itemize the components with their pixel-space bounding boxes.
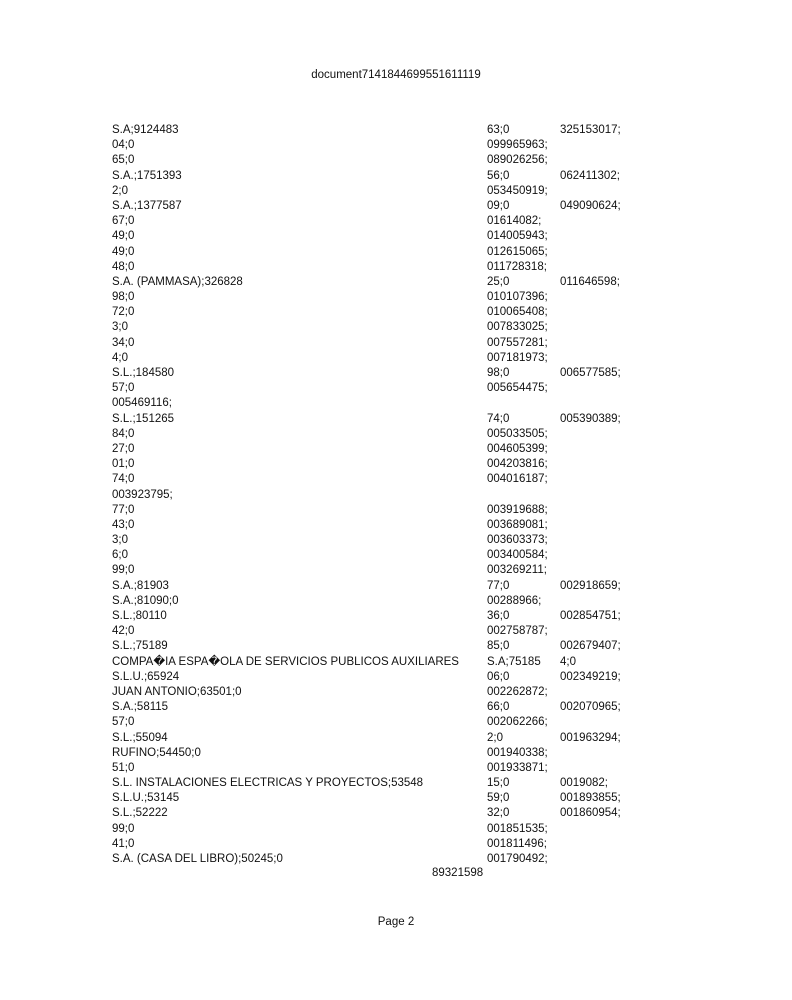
cell-c1: 57;0 bbox=[112, 382, 135, 395]
cell-c2: 36;0 bbox=[487, 610, 510, 622]
data-row bbox=[0, 412, 792, 427]
cell-c1: S.A.;81903 bbox=[112, 579, 169, 592]
data-row bbox=[0, 351, 792, 366]
cell-c3: 002679407; bbox=[560, 640, 621, 653]
data-row bbox=[0, 320, 792, 335]
data-row bbox=[0, 153, 792, 168]
cell-c2: 003919688; bbox=[487, 503, 548, 516]
data-row bbox=[0, 715, 792, 730]
cell-c1: S.L.U.;53145 bbox=[112, 792, 180, 805]
cell-c2: 66;0 bbox=[487, 701, 510, 714]
cell-c2: 001851535; bbox=[487, 822, 548, 835]
cell-c2: 053450919; bbox=[487, 184, 548, 197]
data-row bbox=[0, 822, 792, 837]
cell-c1: S.L.;184580 bbox=[112, 367, 175, 379]
cell-c1: 98;0 bbox=[112, 291, 135, 304]
data-row bbox=[0, 579, 792, 594]
cell-c1: S.L.;55094 bbox=[112, 731, 168, 744]
data-row bbox=[0, 685, 792, 700]
data-row bbox=[0, 655, 792, 670]
cell-c1: 6;0 bbox=[112, 549, 128, 562]
cell-c2: 004605399; bbox=[487, 442, 548, 455]
cell-c1: 003923795; bbox=[112, 488, 173, 501]
cell-c1: 04;0 bbox=[112, 139, 135, 152]
cell-c1: 77;0 bbox=[112, 503, 135, 516]
cell-c3: 001860954; bbox=[560, 807, 621, 820]
cell-c1: 34;0 bbox=[112, 336, 135, 349]
cell-c2: 003689081; bbox=[487, 518, 548, 531]
cell-c1: 42;0 bbox=[112, 625, 135, 638]
data-row bbox=[0, 700, 792, 715]
cell-c1: S.L.;151265 bbox=[112, 412, 175, 425]
cell-c1: 99;0 bbox=[112, 564, 135, 577]
data-row bbox=[0, 624, 792, 639]
data-row bbox=[0, 138, 792, 153]
cell-c3: 011646598; bbox=[560, 275, 620, 288]
cell-c1: S.L. INSTALACIONES ELECTRICAS Y PROYECTOS;53548 bbox=[112, 777, 424, 790]
cell-c2: 85;0 bbox=[487, 640, 510, 653]
data-row bbox=[0, 123, 792, 138]
data-row bbox=[0, 533, 792, 548]
cell-c1: S.A.;58115 bbox=[112, 701, 169, 714]
cell-c1: 01;0 bbox=[112, 458, 135, 471]
cell-c2: 001940338; bbox=[487, 746, 548, 759]
cell-c2: 15;0 bbox=[487, 777, 510, 790]
data-row bbox=[0, 609, 792, 624]
data-row bbox=[0, 199, 792, 214]
data-row bbox=[0, 639, 792, 654]
data-row bbox=[0, 776, 792, 791]
cell-c2: 74;0 bbox=[487, 412, 510, 425]
data-row bbox=[0, 457, 792, 472]
page-number: Page 2 bbox=[377, 916, 415, 928]
cell-c2: 004203816; bbox=[487, 458, 548, 471]
cell-c2: 09;0 bbox=[487, 199, 510, 212]
cell-c2: 2;0 bbox=[487, 731, 503, 744]
cell-c2: 77;0 bbox=[487, 579, 510, 592]
cell-c2: 010107396; bbox=[487, 291, 548, 304]
data-row bbox=[0, 548, 792, 563]
cell-c1: S.L.;80110 bbox=[112, 610, 167, 622]
data-row bbox=[0, 442, 792, 457]
cell-c1: S.A.;81090;0 bbox=[112, 594, 179, 607]
cell-c1: COMPA�IA ESPA�OLA DE SERVICIOS PUBLICOS AUXILIARES bbox=[112, 655, 459, 668]
cell-c3: 002070965; bbox=[560, 701, 621, 714]
cell-c2: 004016187; bbox=[487, 473, 548, 486]
cell-c1: 67;0 bbox=[112, 215, 135, 228]
data-row bbox=[0, 563, 792, 578]
data-row bbox=[0, 184, 792, 199]
cell-c1: 51;0 bbox=[112, 761, 135, 774]
cell-c2: 007181973; bbox=[487, 351, 548, 364]
data-row bbox=[0, 336, 792, 351]
cell-c2: 001811496; bbox=[487, 837, 547, 850]
cell-c2: 005033505; bbox=[487, 427, 548, 440]
data-row bbox=[0, 366, 792, 381]
cell-c1: 74;0 bbox=[112, 473, 135, 486]
cell-c2: 002062266; bbox=[487, 716, 548, 729]
cell-c1: 48;0 bbox=[112, 260, 135, 273]
cell-c2: 007557281; bbox=[487, 336, 548, 349]
cell-c2: 002262872; bbox=[487, 685, 548, 698]
cell-c2: S.A;75185 bbox=[487, 655, 541, 668]
cell-c1: S.A. (PAMMASA);326828 bbox=[112, 275, 243, 288]
cell-c2: 011728318; bbox=[487, 260, 547, 273]
cell-c1: 005469116; bbox=[112, 397, 172, 410]
cell-c1: 3;0 bbox=[112, 534, 128, 547]
cell-c1: S.L.;75189 bbox=[112, 640, 168, 653]
data-row bbox=[0, 670, 792, 685]
cell-c2: 007833025; bbox=[487, 321, 548, 334]
cell-c1: 43;0 bbox=[112, 518, 135, 531]
cell-c3: 049090624; bbox=[560, 199, 621, 212]
data-row bbox=[0, 260, 792, 275]
data-row bbox=[0, 396, 792, 411]
cell-c1: 84;0 bbox=[112, 427, 135, 440]
cell-c1: 3;0 bbox=[112, 321, 128, 334]
cell-c1: 27;0 bbox=[112, 442, 135, 455]
data-row bbox=[0, 852, 792, 867]
cell-c2: 010065408; bbox=[487, 306, 548, 319]
cell-c2: 00288966; bbox=[487, 594, 542, 607]
cell-c3: 0019082; bbox=[560, 777, 608, 790]
cell-c2: 32;0 bbox=[487, 807, 510, 820]
cell-c1: 57;0 bbox=[112, 716, 135, 729]
cell-c1: S.L.U.;65924 bbox=[112, 670, 180, 683]
data-row bbox=[0, 305, 792, 320]
cell-c1: S.L.;52222 bbox=[112, 807, 168, 820]
cell-c2: 56;0 bbox=[487, 169, 510, 182]
data-row bbox=[0, 229, 792, 244]
cell-c2: 59;0 bbox=[487, 792, 510, 805]
cell-c2: 014005943; bbox=[487, 230, 548, 243]
cell-c1: 99;0 bbox=[112, 822, 135, 835]
data-row bbox=[0, 214, 792, 229]
cell-c3: 4;0 bbox=[560, 655, 576, 668]
cell-c2: 98;0 bbox=[487, 367, 510, 379]
cell-c1: RUFINO;54450;0 bbox=[112, 746, 201, 759]
cell-c1: S.A. (CASA DEL LIBRO);50245;0 bbox=[112, 853, 283, 865]
cell-c3: 325153017; bbox=[560, 124, 621, 136]
cell-c3: 006577585; bbox=[560, 367, 621, 379]
cell-c1: 65;0 bbox=[112, 154, 135, 167]
cell-c2: 01614082; bbox=[487, 215, 542, 228]
data-row bbox=[0, 594, 792, 609]
data-row bbox=[0, 761, 792, 776]
cell-c3: 002918659; bbox=[560, 579, 621, 592]
data-rows bbox=[0, 123, 792, 867]
cell-c3: 002854751; bbox=[560, 610, 621, 622]
document-title: document7141844699551611119 bbox=[311, 69, 481, 81]
cell-c3: 001963294; bbox=[560, 731, 621, 744]
cell-c2: 089026256; bbox=[487, 154, 548, 167]
cell-c1: S.A.;1751393 bbox=[112, 169, 182, 182]
data-row bbox=[0, 731, 792, 746]
cell-c1: 2;0 bbox=[112, 184, 128, 197]
data-row bbox=[0, 427, 792, 442]
data-row bbox=[0, 488, 792, 503]
data-row bbox=[0, 806, 792, 821]
cell-c2: 06;0 bbox=[487, 670, 510, 683]
cell-c3: 001893855; bbox=[560, 792, 621, 805]
cell-c1: S.A.;1377587 bbox=[112, 199, 182, 212]
cell-c2: 002758787; bbox=[487, 625, 548, 638]
cell-c1: S.A;9124483 bbox=[112, 124, 179, 136]
cell-c3: 062411302; bbox=[560, 169, 620, 182]
data-row bbox=[0, 791, 792, 806]
data-row bbox=[0, 381, 792, 396]
cell-c1: JUAN ANTONIO;63501;0 bbox=[112, 685, 242, 698]
cell-c2: 63;0 bbox=[487, 124, 510, 136]
cell-c2: 001790492; bbox=[487, 853, 548, 865]
cell-c2: 099965963; bbox=[487, 139, 548, 152]
data-row bbox=[0, 837, 792, 852]
data-row bbox=[0, 290, 792, 305]
cell-c2: 005654475; bbox=[487, 382, 548, 395]
cell-c2: 001933871; bbox=[487, 761, 548, 774]
cell-c1: 49;0 bbox=[112, 230, 135, 243]
data-row bbox=[0, 275, 792, 290]
data-row bbox=[0, 245, 792, 260]
cell-c1: 72;0 bbox=[112, 306, 135, 319]
cell-c2: 003269211; bbox=[487, 564, 547, 577]
cell-c3: 005390389; bbox=[560, 412, 621, 425]
cell-c2: 25;0 bbox=[487, 275, 510, 288]
cell-c3: 002349219; bbox=[560, 670, 621, 683]
data-row bbox=[0, 503, 792, 518]
cell-c2: 003400584; bbox=[487, 549, 548, 562]
data-row bbox=[0, 518, 792, 533]
cell-c1: 49;0 bbox=[112, 245, 135, 258]
cell-c2: 003603373; bbox=[487, 534, 548, 547]
cell-c1: 41;0 bbox=[112, 837, 135, 850]
data-row bbox=[0, 746, 792, 761]
data-row bbox=[0, 169, 792, 184]
cell-c1: 4;0 bbox=[112, 351, 128, 364]
total-value: 89321598 bbox=[432, 867, 484, 879]
data-row bbox=[0, 472, 792, 487]
cell-c2: 012615065; bbox=[487, 245, 548, 258]
